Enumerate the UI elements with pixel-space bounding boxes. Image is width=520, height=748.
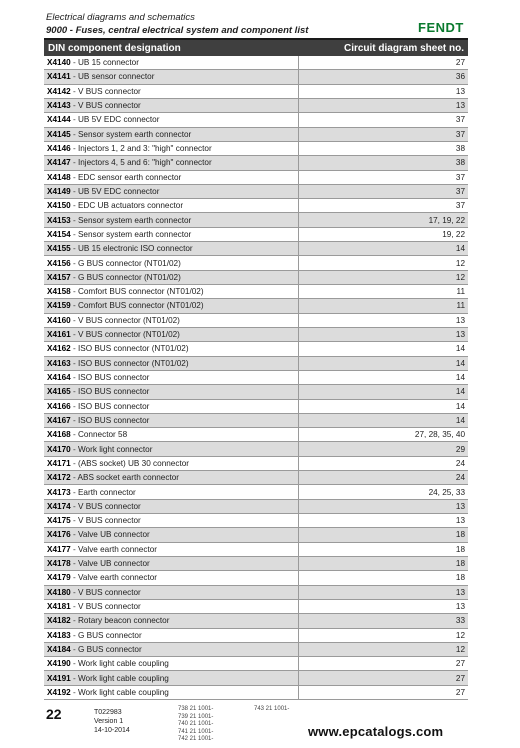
component-description: ISO BUS connector — [77, 373, 150, 383]
component-code: X4164 — [47, 373, 71, 383]
table-row — [44, 199, 468, 213]
component-description: ABS socket earth connector — [77, 473, 180, 483]
component-description: Sensor system earth connector — [77, 215, 192, 225]
separator: - — [70, 186, 78, 196]
table-row — [44, 413, 468, 427]
designation-cell — [44, 471, 298, 485]
sheet-number-cell: 24, 25, 33 — [298, 485, 468, 499]
designation-cell — [44, 485, 298, 499]
component-code: X4180 — [47, 587, 71, 597]
separator: - — [70, 544, 78, 554]
table-row — [44, 327, 468, 341]
component-description: Sensor system earth connector — [77, 129, 192, 139]
component-description: G BUS connector — [77, 630, 142, 640]
table-row — [44, 528, 468, 542]
table-row — [44, 671, 468, 685]
table-row — [44, 471, 468, 485]
component-code: X4166 — [47, 401, 71, 411]
page-number: 22 — [46, 706, 62, 722]
sheet-number-cell: 27 — [298, 671, 468, 685]
separator: - — [70, 344, 78, 354]
component-code: X4158 — [47, 287, 71, 297]
designation-cell — [44, 413, 298, 427]
separator: - — [70, 158, 78, 168]
component-code: X4161 — [47, 330, 71, 340]
designation-cell — [44, 170, 298, 184]
component-code: X4143 — [47, 101, 71, 111]
separator: - — [70, 229, 78, 239]
component-code: X4157 — [47, 272, 71, 282]
component-description: Work light cable coupling — [77, 659, 169, 669]
column-header-designation: DIN component designation — [44, 40, 298, 56]
separator: - — [70, 530, 78, 540]
designation-cell — [44, 542, 298, 556]
component-description: ISO BUS connector — [77, 387, 150, 397]
separator: - — [70, 444, 78, 454]
component-description: UB 5V EDC connector — [77, 186, 160, 196]
sheet-number-cell: 14 — [298, 385, 468, 399]
designation-cell — [44, 98, 298, 112]
table-row — [44, 113, 468, 127]
designation-cell — [44, 514, 298, 528]
sheet-number-cell: 13 — [298, 514, 468, 528]
sheet-number-cell: 11 — [298, 285, 468, 299]
component-code: X4178 — [47, 559, 71, 569]
column-header-sheet: Circuit diagram sheet no. — [298, 40, 468, 56]
table-row — [44, 571, 468, 585]
separator: - — [70, 86, 78, 96]
separator: - — [70, 673, 78, 683]
sheet-number-cell: 14 — [298, 342, 468, 356]
table-row — [44, 356, 468, 370]
sheet-number-cell: 14 — [298, 242, 468, 256]
designation-cell — [44, 585, 298, 599]
component-description: Valve earth connector — [77, 544, 158, 554]
component-code: X4174 — [47, 501, 71, 511]
designation-cell — [44, 56, 298, 70]
watermark: www.epcatalogs.com — [308, 724, 444, 739]
component-code: X4172 — [47, 473, 71, 483]
table-row — [44, 485, 468, 499]
sheet-number-cell: 12 — [298, 642, 468, 656]
table-row — [44, 84, 468, 98]
component-description: UB 5V EDC connector — [77, 115, 160, 125]
component-code: X4144 — [47, 115, 71, 125]
sheet-number-cell: 36 — [298, 70, 468, 84]
component-description: Injectors 1, 2 and 3: "high" connector — [77, 144, 212, 154]
separator: - — [70, 172, 78, 182]
designation-cell — [44, 571, 298, 585]
table-row — [44, 399, 468, 413]
separator: - — [70, 401, 78, 411]
sheet-number-cell: 14 — [298, 356, 468, 370]
component-code: X4159 — [47, 301, 71, 311]
component-description: Rotary beacon connector — [77, 616, 170, 626]
component-code: X4168 — [47, 430, 71, 440]
sheet-number-cell: 13 — [298, 599, 468, 613]
designation-cell — [44, 199, 298, 213]
model-reference: 742 21 1001- — [178, 736, 214, 742]
document-meta — [94, 708, 130, 735]
table-row — [44, 70, 468, 84]
sheet-number-cell: 18 — [298, 571, 468, 585]
document-version: Version 1 — [94, 718, 124, 725]
designation-cell — [44, 442, 298, 456]
separator: - — [70, 458, 78, 468]
component-description: Work light cable coupling — [77, 673, 169, 683]
model-reference: 740 21 1001- — [178, 721, 214, 727]
sheet-number-cell: 13 — [298, 313, 468, 327]
component-description: Work light cable coupling — [77, 687, 169, 697]
separator: - — [70, 358, 78, 368]
separator: - — [70, 301, 78, 311]
component-code: X4175 — [47, 516, 71, 526]
designation-cell — [44, 685, 298, 699]
separator: - — [70, 473, 78, 483]
designation-cell — [44, 399, 298, 413]
separator: - — [70, 72, 78, 82]
component-description: V BUS connector — [77, 501, 141, 511]
component-code: X4177 — [47, 544, 71, 554]
model-reference: 739 21 1001- — [178, 713, 214, 720]
separator: - — [70, 258, 78, 268]
designation-cell — [44, 642, 298, 656]
separator: - — [70, 144, 78, 154]
sheet-number-cell: 14 — [298, 399, 468, 413]
component-code: X4173 — [47, 487, 71, 497]
component-description: ISO BUS connector (NT01/02) — [77, 344, 189, 354]
component-code: X4153 — [47, 215, 71, 225]
table-row — [44, 370, 468, 384]
document-category: Electrical diagrams and schematics — [46, 12, 195, 23]
component-description: ISO BUS connector — [77, 401, 150, 411]
component-description: Valve UB connector — [77, 530, 150, 540]
table-body — [44, 56, 468, 700]
component-description: V BUS connector — [77, 602, 141, 612]
sheet-number-cell: 38 — [298, 156, 468, 170]
separator: - — [70, 58, 78, 68]
sheet-number-cell: 38 — [298, 141, 468, 155]
model-references — [178, 706, 213, 744]
sheet-number-cell: 13 — [298, 585, 468, 599]
component-code: X4183 — [47, 630, 71, 640]
component-code: X4170 — [47, 444, 71, 454]
separator: - — [70, 373, 78, 383]
component-description: Connector 58 — [77, 430, 128, 440]
separator: - — [70, 430, 78, 440]
component-description: UB 15 electronic ISO connector — [77, 244, 193, 254]
sheet-number-cell: 13 — [298, 327, 468, 341]
sheet-number-cell: 13 — [298, 499, 468, 513]
component-code: X4142 — [47, 86, 71, 96]
separator: - — [70, 201, 78, 211]
component-description: UB 15 connector — [77, 58, 139, 68]
model-reference: 741 21 1001- — [178, 728, 214, 735]
sheet-number-cell: 24 — [298, 471, 468, 485]
component-description: G BUS connector (NT01/02) — [77, 272, 181, 282]
component-code: X4181 — [47, 602, 71, 612]
component-code: X4156 — [47, 258, 71, 268]
table-row — [44, 127, 468, 141]
sheet-number-cell: 24 — [298, 456, 468, 470]
separator: - — [70, 659, 78, 669]
separator: - — [70, 487, 78, 497]
table-row — [44, 556, 468, 570]
table-row — [44, 614, 468, 628]
component-description: Comfort BUS connector (NT01/02) — [77, 301, 204, 311]
document-number: T022983 — [94, 709, 122, 716]
component-description: Comfort BUS connector (NT01/02) — [77, 287, 204, 297]
component-code: X4190 — [47, 659, 71, 669]
designation-cell — [44, 499, 298, 513]
designation-cell — [44, 70, 298, 84]
designation-cell — [44, 327, 298, 341]
component-code: X4163 — [47, 358, 71, 368]
table-row — [44, 685, 468, 699]
sheet-number-cell: 12 — [298, 270, 468, 284]
sheet-number-cell: 11 — [298, 299, 468, 313]
sheet-number-cell: 12 — [298, 628, 468, 642]
sheet-number-cell: 18 — [298, 528, 468, 542]
component-code: X4176 — [47, 530, 71, 540]
component-description: V BUS connector — [77, 101, 141, 111]
separator: - — [70, 644, 78, 654]
component-code: X4154 — [47, 229, 71, 239]
sheet-number-cell: 13 — [298, 84, 468, 98]
sheet-number-cell: 18 — [298, 556, 468, 570]
designation-cell — [44, 141, 298, 155]
table-row — [44, 456, 468, 470]
designation-cell — [44, 313, 298, 327]
designation-cell — [44, 113, 298, 127]
table-row — [44, 585, 468, 599]
table-header-row — [44, 40, 468, 56]
component-code: X4162 — [47, 344, 71, 354]
component-code: X4171 — [47, 458, 71, 468]
designation-cell — [44, 385, 298, 399]
component-description: V BUS connector (NT01/02) — [77, 330, 180, 340]
table-row — [44, 385, 468, 399]
document-date: 14-10-2014 — [94, 727, 130, 734]
table-row — [44, 599, 468, 613]
component-code: X4192 — [47, 687, 71, 697]
separator: - — [70, 387, 78, 397]
designation-cell — [44, 184, 298, 198]
component-description: Work light connector — [77, 444, 153, 454]
component-description: Earth connector — [77, 487, 136, 497]
component-code: X4155 — [47, 244, 71, 254]
sheet-number-cell: 17, 19, 22 — [298, 213, 468, 227]
separator: - — [70, 215, 78, 225]
separator: - — [70, 501, 78, 511]
separator: - — [70, 272, 78, 282]
designation-cell — [44, 213, 298, 227]
sheet-number-cell: 37 — [298, 199, 468, 213]
separator: - — [70, 616, 78, 626]
brand-name: FENDT — [418, 20, 464, 35]
table-row — [44, 227, 468, 241]
component-description: (ABS socket) UB 30 connector — [77, 458, 190, 468]
separator: - — [70, 415, 78, 425]
sheet-number-cell: 37 — [298, 170, 468, 184]
component-code: X4165 — [47, 387, 71, 397]
sheet-number-cell: 19, 22 — [298, 227, 468, 241]
component-code: X4147 — [47, 158, 71, 168]
designation-cell — [44, 657, 298, 671]
component-description: ISO BUS connector — [77, 415, 150, 425]
table-row — [44, 542, 468, 556]
component-description: Valve UB connector — [77, 559, 150, 569]
document-title: 9000 - Fuses, central electrical system and component list — [46, 25, 309, 36]
designation-cell — [44, 84, 298, 98]
brand-logo — [418, 20, 464, 35]
component-code: X4146 — [47, 144, 71, 154]
sheet-number-cell: 14 — [298, 370, 468, 384]
model-reference: 738 21 1001- — [178, 706, 214, 712]
component-code: X4145 — [47, 129, 71, 139]
component-description: UB sensor connector — [77, 72, 155, 82]
sheet-number-cell: 29 — [298, 442, 468, 456]
component-description: V BUS connector — [77, 587, 141, 597]
separator: - — [70, 687, 78, 697]
component-code: X4140 — [47, 58, 71, 68]
sheet-number-cell: 37 — [298, 184, 468, 198]
component-code: X4191 — [47, 673, 71, 683]
sheet-number-cell: 37 — [298, 113, 468, 127]
designation-cell — [44, 127, 298, 141]
table-row — [44, 428, 468, 442]
table-row — [44, 184, 468, 198]
separator: - — [70, 315, 78, 325]
designation-cell — [44, 242, 298, 256]
component-description: ISO BUS connector (NT01/02) — [77, 358, 189, 368]
component-code: X4149 — [47, 186, 71, 196]
sheet-number-cell: 13 — [298, 98, 468, 112]
designation-cell — [44, 227, 298, 241]
sheet-number-cell: 12 — [298, 256, 468, 270]
designation-cell — [44, 342, 298, 356]
table-row — [44, 499, 468, 513]
separator: - — [70, 129, 78, 139]
separator: - — [70, 330, 78, 340]
table-row — [44, 342, 468, 356]
designation-cell — [44, 556, 298, 570]
sheet-number-cell: 27 — [298, 685, 468, 699]
component-description: V BUS connector (NT01/02) — [77, 315, 180, 325]
sheet-number-cell: 14 — [298, 413, 468, 427]
model-reference: 743 21 1001- — [254, 706, 290, 712]
component-description: G BUS connector (NT01/02) — [77, 258, 181, 268]
designation-cell — [44, 628, 298, 642]
separator: - — [70, 115, 78, 125]
separator: - — [70, 244, 78, 254]
table-row — [44, 256, 468, 270]
designation-cell — [44, 528, 298, 542]
table-row — [44, 514, 468, 528]
table-row — [44, 285, 468, 299]
component-description: G BUS connector — [77, 644, 142, 654]
table-row — [44, 242, 468, 256]
component-code: X4160 — [47, 315, 71, 325]
table-row — [44, 313, 468, 327]
component-code: X4184 — [47, 644, 71, 654]
table-row — [44, 628, 468, 642]
sheet-number-cell: 27 — [298, 56, 468, 70]
model-references-extra — [254, 706, 289, 714]
designation-cell — [44, 671, 298, 685]
separator: - — [70, 559, 78, 569]
sheet-number-cell: 33 — [298, 614, 468, 628]
table-row — [44, 442, 468, 456]
designation-cell — [44, 456, 298, 470]
separator: - — [70, 630, 78, 640]
table-row — [44, 170, 468, 184]
table-row — [44, 56, 468, 70]
table-row — [44, 141, 468, 155]
component-description: Injectors 4, 5 and 6: "high" connector — [77, 158, 212, 168]
separator: - — [70, 587, 78, 597]
designation-cell — [44, 599, 298, 613]
table-row — [44, 98, 468, 112]
table-row — [44, 213, 468, 227]
separator: - — [70, 573, 78, 583]
component-description: EDC sensor earth connector — [77, 172, 182, 182]
designation-cell — [44, 428, 298, 442]
component-code: X4148 — [47, 172, 71, 182]
component-description: Valve earth connector — [77, 573, 158, 583]
sheet-number-cell: 27 — [298, 657, 468, 671]
component-code: X4150 — [47, 201, 71, 211]
component-description: Sensor system earth connector — [77, 229, 192, 239]
component-description: V BUS connector — [77, 516, 141, 526]
sheet-number-cell: 18 — [298, 542, 468, 556]
designation-cell — [44, 370, 298, 384]
sheet-number-cell: 27, 28, 35, 40 — [298, 428, 468, 442]
table-row — [44, 270, 468, 284]
designation-cell — [44, 299, 298, 313]
separator: - — [70, 602, 78, 612]
designation-cell — [44, 156, 298, 170]
designation-cell — [44, 356, 298, 370]
component-code: X4179 — [47, 573, 71, 583]
designation-cell — [44, 270, 298, 284]
component-code: X4182 — [47, 616, 71, 626]
designation-cell — [44, 285, 298, 299]
component-table — [44, 40, 468, 700]
table-row — [44, 657, 468, 671]
designation-cell — [44, 256, 298, 270]
table-row — [44, 299, 468, 313]
designation-cell — [44, 614, 298, 628]
separator: - — [70, 516, 78, 526]
component-description: V BUS connector — [77, 86, 141, 96]
separator: - — [70, 101, 78, 111]
component-code: X4167 — [47, 415, 71, 425]
table-row — [44, 156, 468, 170]
component-description: EDC UB actuators connector — [77, 201, 184, 211]
separator: - — [70, 287, 78, 297]
component-code: X4141 — [47, 72, 71, 82]
table-row — [44, 642, 468, 656]
sheet-number-cell: 37 — [298, 127, 468, 141]
